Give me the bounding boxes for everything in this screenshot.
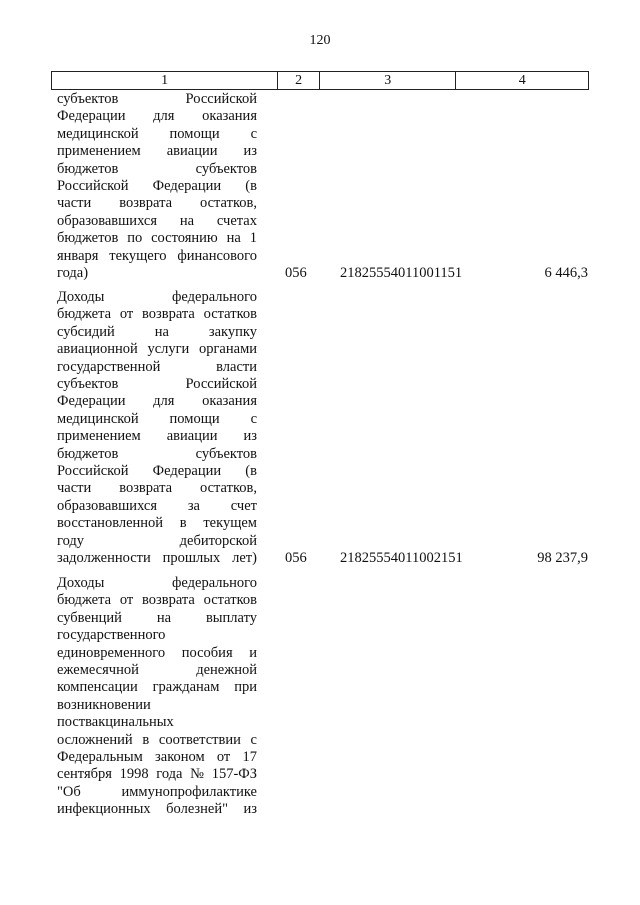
description-line <box>57 498 257 515</box>
description-word: применением <box>57 428 141 445</box>
amount-cell: 6 446,3 <box>544 265 588 281</box>
description-line <box>57 801 257 818</box>
description-word: федерального <box>172 575 257 591</box>
description-word: бюджетов <box>57 160 119 177</box>
description-line <box>57 428 257 445</box>
description-word: оказания <box>202 393 257 410</box>
description-line <box>57 732 257 749</box>
description-line <box>57 662 257 679</box>
description-word: остатков, <box>199 195 257 212</box>
description-line <box>57 645 257 662</box>
description-word: субвенций <box>57 609 122 626</box>
description-line <box>57 195 257 212</box>
description-word: законом <box>155 749 205 766</box>
description-line <box>57 533 257 550</box>
description-word: для <box>153 108 175 125</box>
description-word: ежемесячной <box>57 662 139 679</box>
description-line <box>57 393 257 410</box>
description-word: образовавшихся <box>57 497 158 514</box>
description-word: остатков, <box>199 480 257 497</box>
description-word: помощи <box>169 410 220 427</box>
description-line <box>57 289 257 306</box>
column-header-2: 2 <box>278 72 320 89</box>
description-word: субъектов <box>57 91 119 107</box>
description-word: болезней" <box>166 801 229 818</box>
description-word: авиации <box>166 428 218 445</box>
description-word: возврата <box>119 480 173 497</box>
description-line <box>57 550 257 567</box>
description-line <box>57 359 257 376</box>
description-word: с <box>250 731 257 748</box>
page-number: 120 <box>309 33 331 48</box>
description-word: на <box>154 323 169 340</box>
description-word: возврата <box>142 592 195 609</box>
description-word: бюджетов <box>57 230 119 247</box>
description-word: лет) <box>232 550 257 567</box>
description-word: состоянию <box>151 230 218 247</box>
row-description <box>57 575 257 819</box>
description-word: от <box>119 306 134 323</box>
description-line <box>57 480 257 497</box>
description-word: № <box>190 766 205 783</box>
description-word: оказания <box>202 108 257 125</box>
description-word: части <box>57 480 92 497</box>
description-line: года) <box>57 265 89 282</box>
description-word: гражданам <box>152 679 220 696</box>
description-word: на <box>156 609 172 626</box>
description-word: Федеральным <box>57 749 143 766</box>
description-word: "Об <box>57 783 81 800</box>
description-word: (в <box>245 463 257 480</box>
admin-code-cell: 056 <box>285 265 307 281</box>
description-word: органами <box>198 341 257 358</box>
description-word: сентября <box>57 766 112 783</box>
description-word: и <box>249 644 257 661</box>
description-line <box>57 376 257 393</box>
description-line <box>57 324 257 341</box>
table-header-row <box>51 71 589 90</box>
amount-cell: 98 237,9 <box>537 550 588 566</box>
description-line <box>57 446 257 463</box>
description-word: выплату <box>205 609 257 626</box>
description-line <box>57 143 257 160</box>
description-word: на <box>179 212 195 229</box>
description-word: за <box>187 497 200 514</box>
description-word: соответствии <box>158 731 241 748</box>
description-word: при <box>234 679 257 696</box>
description-word: для <box>153 393 175 410</box>
description-word: восстановленной <box>57 515 164 532</box>
column-header-3: 3 <box>320 72 456 89</box>
description-word: услуги <box>147 341 190 358</box>
description-word: закупку <box>208 323 257 340</box>
description-word: осложнений <box>57 731 133 748</box>
description-word: с <box>250 410 257 427</box>
description-word: Федерации <box>57 393 126 410</box>
description-word: возврата <box>119 195 173 212</box>
description-word: счет <box>230 497 257 514</box>
description-line <box>57 91 257 108</box>
admin-code-cell: 056 <box>285 550 307 566</box>
description-word: единовременного <box>57 644 166 661</box>
description-word: медицинской <box>57 125 139 142</box>
description-word: 157-ФЗ <box>211 766 257 783</box>
description-word: субъектов <box>195 160 257 177</box>
description-word: применением <box>57 143 141 160</box>
description-line <box>57 411 257 428</box>
description-word: Российской <box>185 91 257 107</box>
description-word: иммунопрофилактике <box>121 783 257 800</box>
description-word: задолженности <box>57 550 151 567</box>
description-line <box>57 575 257 592</box>
description-word: текущего <box>109 247 167 264</box>
description-word: субъектов <box>195 445 257 462</box>
description-word: медицинской <box>57 410 139 427</box>
row-description <box>57 289 257 568</box>
description-word: образовавшихся <box>57 212 158 229</box>
description-word: бюджета <box>57 306 112 323</box>
budget-code-cell: 21825554011001151 <box>340 265 463 281</box>
description-line <box>57 178 257 195</box>
description-word: Доходы <box>57 575 105 591</box>
description-line <box>57 230 257 247</box>
description-word: части <box>57 195 92 212</box>
description-word: в <box>179 515 187 532</box>
description-line <box>57 679 257 696</box>
column-header-4: 4 <box>518 73 526 88</box>
description-line <box>57 463 257 480</box>
description-word: финансового <box>177 247 257 264</box>
description-line <box>57 515 257 532</box>
description-word: с <box>250 125 257 142</box>
description-word: помощи <box>169 125 220 142</box>
description-line: возникновении <box>57 696 151 713</box>
description-word: остатков <box>203 592 257 609</box>
description-word: возврата <box>142 306 195 323</box>
description-word: на <box>226 230 241 247</box>
description-line <box>57 108 257 125</box>
description-word: Российской <box>57 178 129 195</box>
description-line <box>57 766 257 783</box>
description-line <box>57 306 257 323</box>
description-line <box>57 126 257 143</box>
budget-code-cell: 21825554011002151 <box>340 550 463 566</box>
description-word: бюджетов <box>57 445 119 462</box>
description-word: федерального <box>172 289 257 305</box>
description-word: Федерации <box>152 178 222 195</box>
description-line <box>57 161 257 178</box>
description-word: Российской <box>185 376 257 393</box>
description-word: года <box>156 766 183 783</box>
description-word: из <box>243 801 257 818</box>
description-word: власти <box>216 358 257 375</box>
description-line: государственного <box>57 627 166 644</box>
description-word: 17 <box>242 749 257 766</box>
description-word: Федерации <box>57 108 126 125</box>
description-word: остатков <box>203 306 257 323</box>
description-word: бюджета <box>57 592 112 609</box>
description-line <box>57 592 257 609</box>
row-description <box>57 91 257 282</box>
description-word: дебиторской <box>179 532 257 549</box>
description-word: 1998 <box>119 766 149 783</box>
description-word: 1 <box>249 230 257 247</box>
description-word: Доходы <box>57 289 105 305</box>
description-word: компенсации <box>57 679 138 696</box>
description-line <box>57 749 257 766</box>
description-word: Федерации <box>152 463 222 480</box>
description-word: от <box>119 592 134 609</box>
description-word: году <box>57 532 85 549</box>
description-word: текущем <box>203 515 257 532</box>
description-line <box>57 213 257 230</box>
description-word: инфекционных <box>57 801 151 818</box>
description-word: от <box>216 749 231 766</box>
description-word: Российской <box>57 463 129 480</box>
description-word: пособия <box>181 644 233 661</box>
description-line <box>57 784 257 801</box>
description-word: субсидий <box>57 323 115 340</box>
description-word: января <box>57 247 99 264</box>
description-word: в <box>142 731 150 748</box>
description-word: (в <box>245 178 257 195</box>
description-line: поствакцинальных <box>57 714 174 731</box>
description-word: из <box>243 143 257 160</box>
description-word: из <box>243 428 257 445</box>
description-line <box>57 248 257 265</box>
description-word: авиации <box>166 143 218 160</box>
description-word: счетах <box>216 212 257 229</box>
description-word: государственной <box>57 358 161 375</box>
description-word: авиационной <box>57 341 138 358</box>
description-word: прошлых <box>162 550 221 567</box>
description-line <box>57 341 257 358</box>
column-header-1: 1 <box>52 72 278 89</box>
description-word: субъектов <box>57 376 119 393</box>
description-word: денежной <box>196 662 257 679</box>
description-word: по <box>127 230 143 247</box>
description-line <box>57 610 257 627</box>
